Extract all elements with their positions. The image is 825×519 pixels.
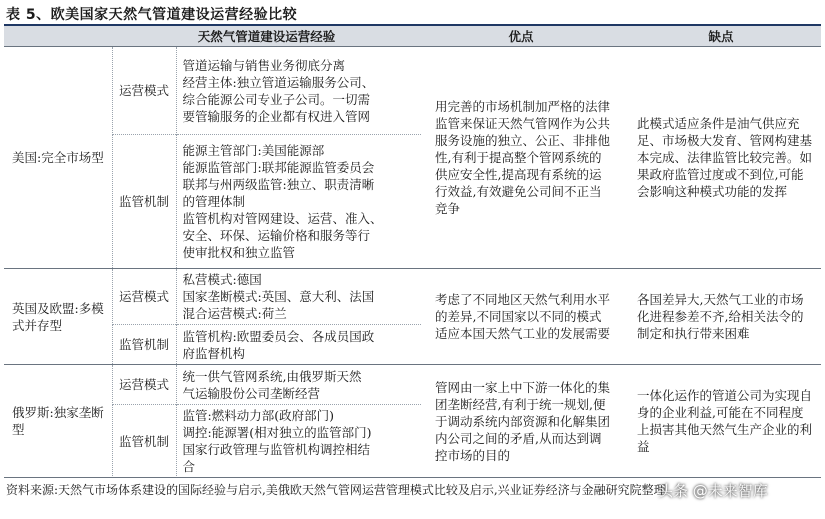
- header-region: [4, 26, 112, 47]
- content-line: 能源主管部门:美国能源部: [182, 143, 325, 158]
- header-disadvantage: 缺点: [621, 26, 821, 47]
- table-row: [4, 365, 821, 405]
- advantage-cell: 管网由一家上中下游一体化的集团垄断经营,有利于统一规划,便于调动系统内部资源和化解集团内公司之间的矛盾,从而达到调控市场的目的: [421, 365, 621, 478]
- content-line: 监管:燃料动力部(政府部门): [182, 408, 334, 424]
- region-cell: 英国及欧盟:多模式并存型: [4, 269, 112, 365]
- content-line: 监管机构对管网建设、运营、准入、: [182, 211, 383, 226]
- content-line: 使审批权和独立监管: [182, 245, 296, 260]
- content-line: 调控:能源署(相对独立的监管部门): [182, 425, 372, 441]
- watermark: 头条 @未来智库: [658, 482, 768, 500]
- content-line: 统一供气管网系统,由俄罗斯天然: [182, 368, 362, 384]
- comparison-table: [4, 26, 821, 478]
- content-cell: [176, 405, 421, 478]
- content-line: 府监督机构: [182, 345, 246, 361]
- content-cell: [176, 365, 421, 405]
- content-line: 私营模式:德国: [182, 272, 262, 287]
- table-bottom-rule: [4, 477, 821, 478]
- content-line: 联邦与州两级监管:独立、职责清晰: [182, 177, 375, 192]
- table-title: 表 5、欧美国家天然气管道建设运营经验比较: [6, 7, 298, 23]
- content-line: 的管理体制: [182, 194, 246, 209]
- mode-cell: 监管机制: [112, 135, 176, 269]
- region-cell: 俄罗斯:独家垄断型: [4, 365, 112, 478]
- mode-cell: 监管机制: [112, 325, 176, 365]
- mode-cell: 运营模式: [112, 269, 176, 325]
- header-row: [4, 26, 821, 47]
- content-line: 合: [182, 459, 196, 475]
- header-experience: 天然气管道建设运营经验: [112, 26, 421, 47]
- region-cell: 美国:完全市场型: [4, 47, 112, 269]
- content-line: 气运输股份公司垄断经营: [182, 385, 321, 401]
- content-cell: [176, 269, 421, 325]
- content-line: 混合运营模式:荷兰: [182, 306, 287, 321]
- content-line: 国家垄断模式:英国、意大利、法国: [182, 289, 375, 304]
- mode-cell: 运营模式: [112, 365, 176, 405]
- content-cell: [176, 47, 421, 135]
- mode-cell: 运营模式: [112, 47, 176, 135]
- header-advantage: 优点: [421, 26, 621, 47]
- content-line: 监管机构:欧盟委员会、各成员国政: [182, 328, 375, 344]
- content-line: 能源监管部门:联邦能源监管委员会: [182, 160, 375, 175]
- content-cell: [176, 135, 421, 269]
- table-row: [4, 47, 821, 135]
- disadvantage-cell: 此模式适应条件是油气供应充足、市场极大发育、管网构建基本完成、法律监管比较完善。如果政府监管过度或不到位,可能会影响这种模式功能的发挥: [621, 47, 821, 269]
- content-line: 综合能源公司专业子公司。一切需: [182, 91, 371, 107]
- content-line: 经营主体:独立管道运输服务公司、: [182, 74, 375, 90]
- content-line: 国家行政管理与监管机构调控相结: [182, 442, 371, 458]
- mode-cell: 监管机制: [112, 405, 176, 478]
- table-row: [4, 269, 821, 325]
- content-line: 要管输服务的企业都有权进入管网: [182, 108, 371, 124]
- content-line: 管道运输与销售业务彻底分离: [182, 57, 346, 73]
- advantage-cell: 考虑了不同地区天然气利用水平的差异,不同国家以不同的模式适应本国天然气工业的发展需要: [421, 269, 621, 365]
- advantage-cell: 用完善的市场机制加严格的法律监管来保证天然气管网作为公共服务设施的独立、公正、非排他性,有利于提高整个管网系统的供应安全性,提高现有系统的运行效益,有效避免公司间不正当竞争: [421, 47, 621, 269]
- content-line: 安全、环保、运输价格和服务等行: [182, 228, 371, 243]
- disadvantage-cell: 各国差异大,天然气工业的市场化进程参差不齐,给相关法令的制定和执行带来困难: [621, 269, 821, 365]
- disadvantage-cell: 一体化运作的管道公司为实现自身的企业利益,可能在不同程度上损害其他天然气生产企业的利益: [621, 365, 821, 478]
- source-note: 资料来源:天然气市场体系建设的国际经验与启示,美俄欧天然气管网运营管理模式比较及启示,兴业证券经济与金融研究院整理: [6, 483, 666, 497]
- content-cell: [176, 325, 421, 365]
